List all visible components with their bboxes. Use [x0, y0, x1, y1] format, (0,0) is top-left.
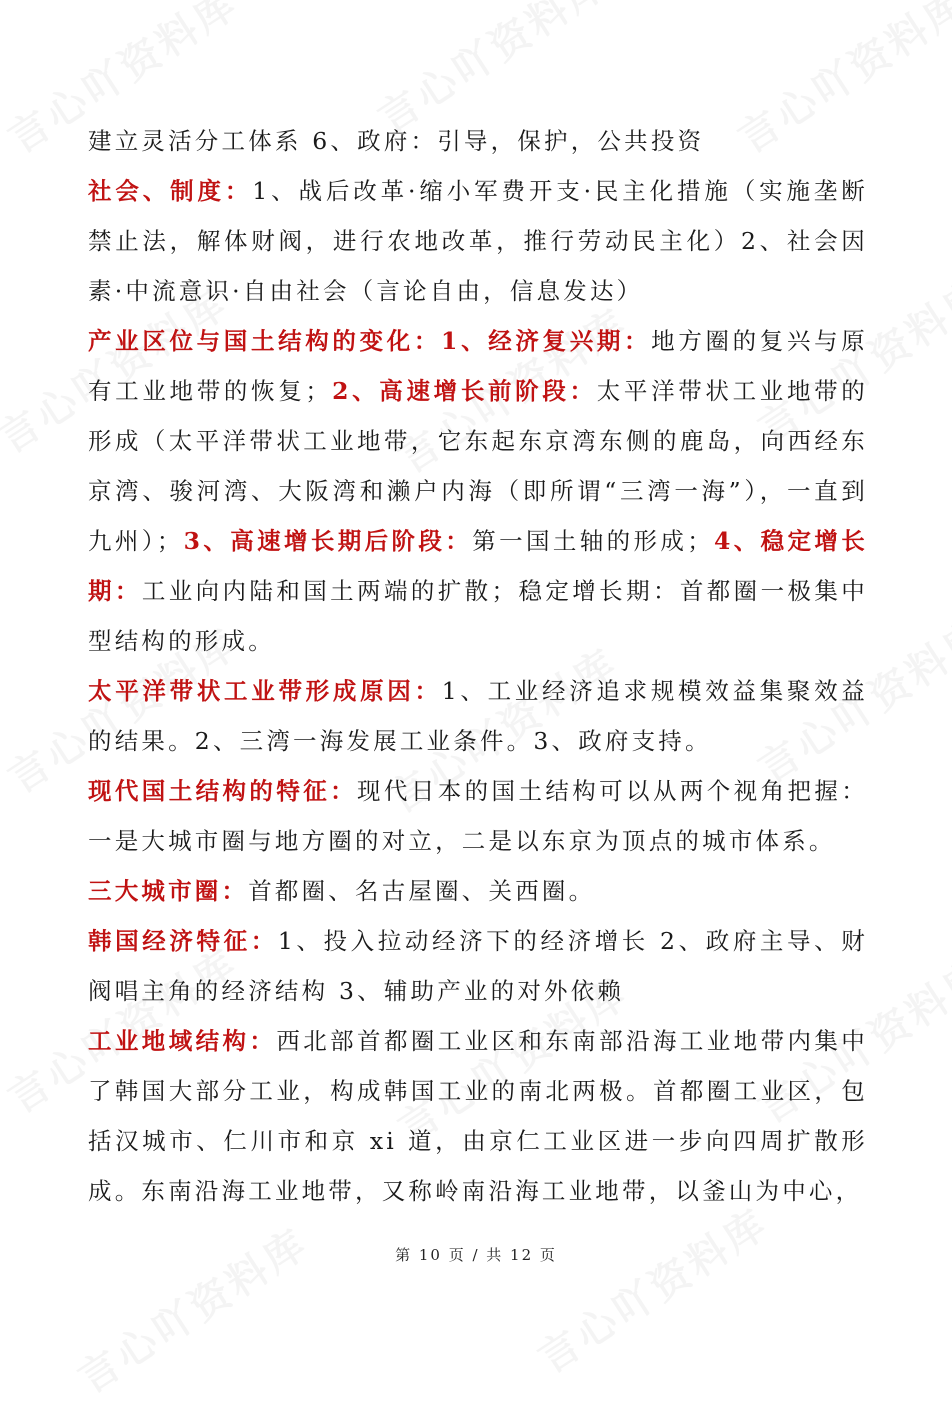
paragraph [88, 1016, 868, 1216]
heading-term: 三大城市圈： [88, 877, 249, 905]
heading-term: 太平洋带状工业带形成原因： [88, 677, 442, 705]
heading-term: 社会、制度： [88, 177, 253, 205]
body-text: 第一国土轴的形成； [472, 527, 714, 555]
body-text: 1、工业经济追求规模效益集聚效益的结果。2、三湾一海发展工业条件。3、政府支持。 [88, 677, 868, 755]
document-body [88, 116, 868, 1216]
body-text: 西北部首都圈工业区和东南部沿海工业地带内集中了韩国大部分工业，构成韩国工业的南北两极。首都圈工业区，包括汉城市、仁川市和京 xi 道，由京仁工业区进一步向四周扩散形成。东南沿海工业地带，又称岭南沿海工业地带，以釜山为中心， [88, 1027, 868, 1205]
heading-term: 韩国经济特征： [88, 927, 278, 955]
paragraph [88, 166, 868, 316]
paragraph [88, 916, 868, 1016]
paragraph [88, 666, 868, 766]
paragraph [88, 116, 868, 166]
body-text: 现代日本的国土结构可以从两个视角把握：一是大城市圈与地方圈的对立，二是以东京为顶点的城市体系。 [88, 777, 868, 855]
body-text: 首都圈、名古屋圈、关西圈。 [248, 877, 596, 905]
body-text: 1、战后改革·缩小军费开支·民主化措施（实施垄断禁止法，解体财阀，进行农地改革，推行劳动民主化）2、社会因素·中流意识·自由社会（言论自由，信息发达） [88, 177, 868, 305]
watermark-text [526, 1193, 778, 1385]
body-text: 太平洋带状工业地带的形成（太平洋带状工业地带，它东起东京湾东侧的鹿岛，向西经东京湾、骏河湾、大阪湾和濑户内海（即所谓“三湾一海”），一直到九州）； [88, 377, 868, 555]
page-footer: 第 10 页 / 共 12 页 [395, 1246, 557, 1264]
heading-term: 2、高速增长前阶段： [332, 377, 597, 405]
body-text: 工业向内陆和国土两端的扩散；稳定增长期：首都圈一极集中型结构的形成。 [88, 577, 868, 655]
paragraph [88, 766, 868, 866]
heading-term: 产业区位与国土结构的变化：1、经济复兴期： [88, 327, 652, 355]
watermark-text [66, 1213, 318, 1404]
heading-term: 3、高速增长期后阶段： [183, 527, 473, 555]
body-text: 建立灵活分工体系 6、政府：引导，保护，公共投资 [88, 127, 705, 155]
heading-term: 工业地域结构： [88, 1027, 277, 1055]
body-text: 地方圈的复兴与原有工业地带的恢复； [88, 327, 868, 405]
paragraph [88, 316, 868, 666]
body-text: 1、投入拉动经济下的经济增长 2、政府主导、财阀唱主角的经济结构 3、辅助产业的对外依赖 [88, 927, 868, 1005]
paragraph [88, 866, 868, 916]
heading-term: 4、稳定增长期： [88, 527, 868, 605]
heading-term: 现代国土结构的特征： [88, 777, 358, 805]
